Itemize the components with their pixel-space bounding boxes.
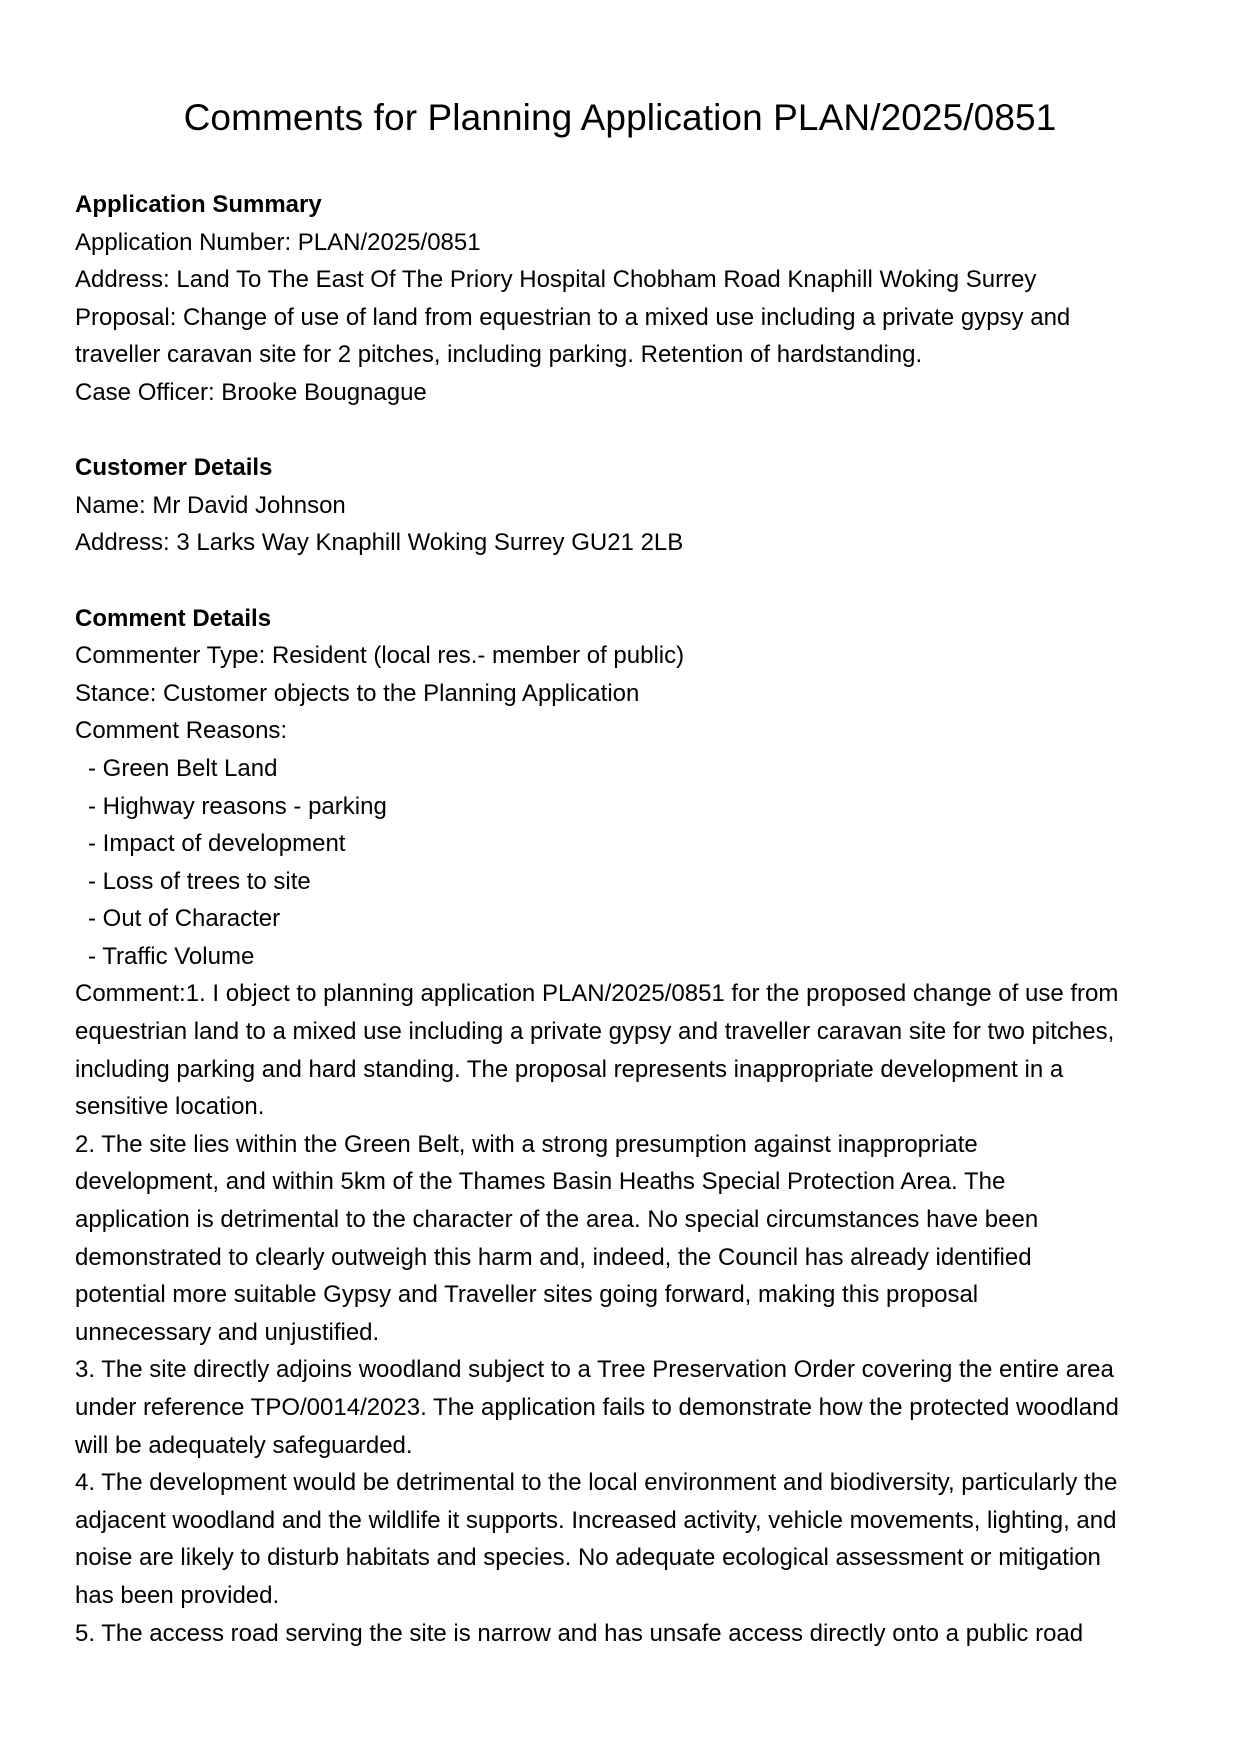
comment-line: noise are likely to disturb habitats and species. No adequate ecological assessment or mitigation	[75, 1544, 1101, 1572]
comment-details-heading: Comment Details	[75, 604, 272, 632]
section-spacer	[75, 562, 1165, 600]
comment-reasons-list	[75, 750, 1165, 976]
customer-details-heading: Customer Details	[75, 454, 273, 482]
comment-line: demonstrated to clearly outweigh this harm and, indeed, the Council has already identified	[75, 1243, 1032, 1271]
comment-line: unnecessary and unjustified.	[75, 1318, 380, 1346]
customer-address: Address: 3 Larks Way Knaphill Woking Surrey GU21 2LB	[75, 529, 684, 557]
list-item: - Out of Character	[88, 905, 281, 933]
comment-line: Comment:1. I object to planning application PLAN/2025/0851 for the proposed change of use from	[75, 980, 1119, 1008]
section-spacer	[75, 412, 1165, 450]
comment-details-section	[75, 600, 1165, 1653]
list-item: - Traffic Volume	[88, 942, 255, 970]
comment-line: 2. The site lies within the Green Belt, with a strong presumption against inappropriate	[75, 1130, 978, 1158]
commenter-type: Commenter Type: Resident (local res.- member of public)	[75, 642, 685, 670]
list-item: - Loss of trees to site	[88, 867, 311, 895]
comment-line: will be adequately safeguarded.	[75, 1431, 413, 1459]
proposal-line-1: Proposal: Change of use of land from equestrian to a mixed use including a private gypsy and	[75, 303, 1071, 331]
comment-line: 4. The development would be detrimental to the local environment and biodiversity, particularly the	[75, 1469, 1118, 1497]
stance: Stance: Customer objects to the Planning Application	[75, 679, 640, 707]
comment-body	[75, 975, 1165, 1652]
application-summary-section	[75, 186, 1165, 412]
list-item: - Highway reasons - parking	[88, 792, 387, 820]
comment-line: 5. The access road serving the site is narrow and has unsafe access directly onto a public road	[75, 1619, 1084, 1647]
comment-reasons-label: Comment Reasons:	[75, 717, 288, 745]
list-item: - Impact of development	[88, 830, 346, 858]
comment-line: under reference TPO/0014/2023. The application fails to demonstrate how the protected woodland	[75, 1394, 1119, 1421]
comment-line: sensitive location.	[75, 1093, 265, 1121]
comment-line: including parking and hard standing. The proposal represents inappropriate development in a	[75, 1055, 1064, 1083]
customer-details-section	[75, 449, 1165, 562]
comment-line: potential more suitable Gypsy and Traveller sites going forward, making this proposal	[75, 1281, 979, 1309]
proposal-line-2: traveller caravan site for 2 pitches, including parking. Retention of hardstanding.	[75, 341, 923, 369]
comment-line: development, and within 5km of the Thames Basin Heaths Special Protection Area. The	[75, 1168, 1006, 1196]
list-item: - Green Belt Land	[88, 754, 278, 782]
comment-line: has been provided.	[75, 1581, 280, 1609]
customer-name: Name: Mr David Johnson	[75, 491, 346, 519]
page-title: Comments for Planning Application PLAN/2025/0851	[183, 97, 1057, 138]
comment-line: 3. The site directly adjoins woodland subject to a Tree Preservation Order covering the entire area	[75, 1356, 1114, 1384]
application-summary-heading: Application Summary	[75, 191, 322, 218]
comment-line: application is detrimental to the character of the area. No special circumstances have been	[75, 1206, 1039, 1234]
comment-line: equestrian land to a mixed use including a private gypsy and traveller caravan site for two pitches,	[75, 1018, 1115, 1046]
case-officer: Case Officer: Brooke Bougnague	[75, 378, 427, 406]
application-number: Application Number: PLAN/2025/0851	[75, 228, 481, 256]
application-address: Address: Land To The East Of The Priory Hospital Chobham Road Knaphill Woking Surrey	[75, 266, 1037, 294]
comment-line: adjacent woodland and the wildlife it supports. Increased activity, vehicle movements, lighting, and	[75, 1506, 1117, 1534]
